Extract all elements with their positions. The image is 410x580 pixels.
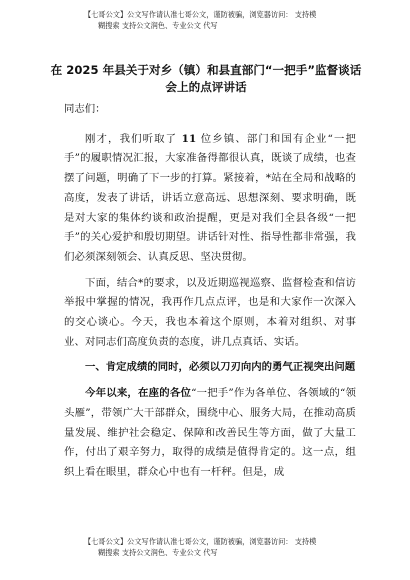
page-footer: [84, 536, 384, 558]
header-line-2: 糊搜索 支持公文润色、专业公文 代写: [98, 21, 218, 30]
paragraph-3-lead: 今年以来，在座的各位: [85, 387, 192, 400]
paragraph-1: [64, 130, 356, 268]
page-header: [84, 9, 384, 31]
header-line-1: 【七哥公文】公文写作请认准七哥公文，谨防被骗，浏览器访问： 支持模: [84, 10, 317, 19]
salutation: 同志们：: [64, 103, 106, 115]
paragraph-3: [64, 384, 356, 483]
document-title: 在 2025 年县关于对乡（镇）和县直部门“一把手”监督谈话会上的点评讲话: [50, 63, 362, 94]
paragraph-1-before: 刚才，我们听取了: [85, 132, 182, 145]
footer-line-1: 【七哥公文】公文写作请认准七哥公文，谨防被骗，浏览器访问： 支持模: [84, 537, 317, 546]
paragraph-1-number: 11: [181, 132, 197, 145]
paragraph-2: 下面，结合*的要求，以及近期巡视巡察、监督检查和信访举报中掌握的情况，我再作几点点评，也是和大家作一次深入的交心谈心。今天，我也本着这个原则，本着对组织、对事业、对同志们高度负责的态度，讲几点真话、实话。: [64, 276, 356, 348]
section-heading-1: 一、肯定成绩的同时，必须以刀刃向内的勇气正视突出问题: [85, 361, 356, 374]
paragraph-3-after: “一把手”作为各单位、各领域的“领头雁”，带领广大干部群众，围绕中心、服务大局，在推动高质量发展、维护社会稳定、保障和改善民生等方面，做了大量工作，付出了艰辛努力，取得的成绩是值得肯定的。这一点，组织上看在眼里，群众心中也有一杆秤。但是，成: [64, 387, 357, 478]
paragraph-1-after: 位乡镇、部门和国有企业“一把手”的履职情况汇报，大家准备得都很认真，既谈了成绩，也查摆了问题，明确了下一步的打算。紧接着，*站在全局和战略的高度，发表了讲话，讲话立意高远、思想深刻、要求明确，既是对大家的集体约谈和政治提醒，更是对我们全县各级“一把手”的关心爱护和殷切期望。讲话针对性、指导性都非常强，我们必须深刻领会、认真反思、坚决贯彻。: [64, 132, 356, 263]
footer-line-2: 糊搜索 支持公文润色、专业公文 代写: [98, 548, 218, 557]
document-body: [64, 100, 356, 489]
